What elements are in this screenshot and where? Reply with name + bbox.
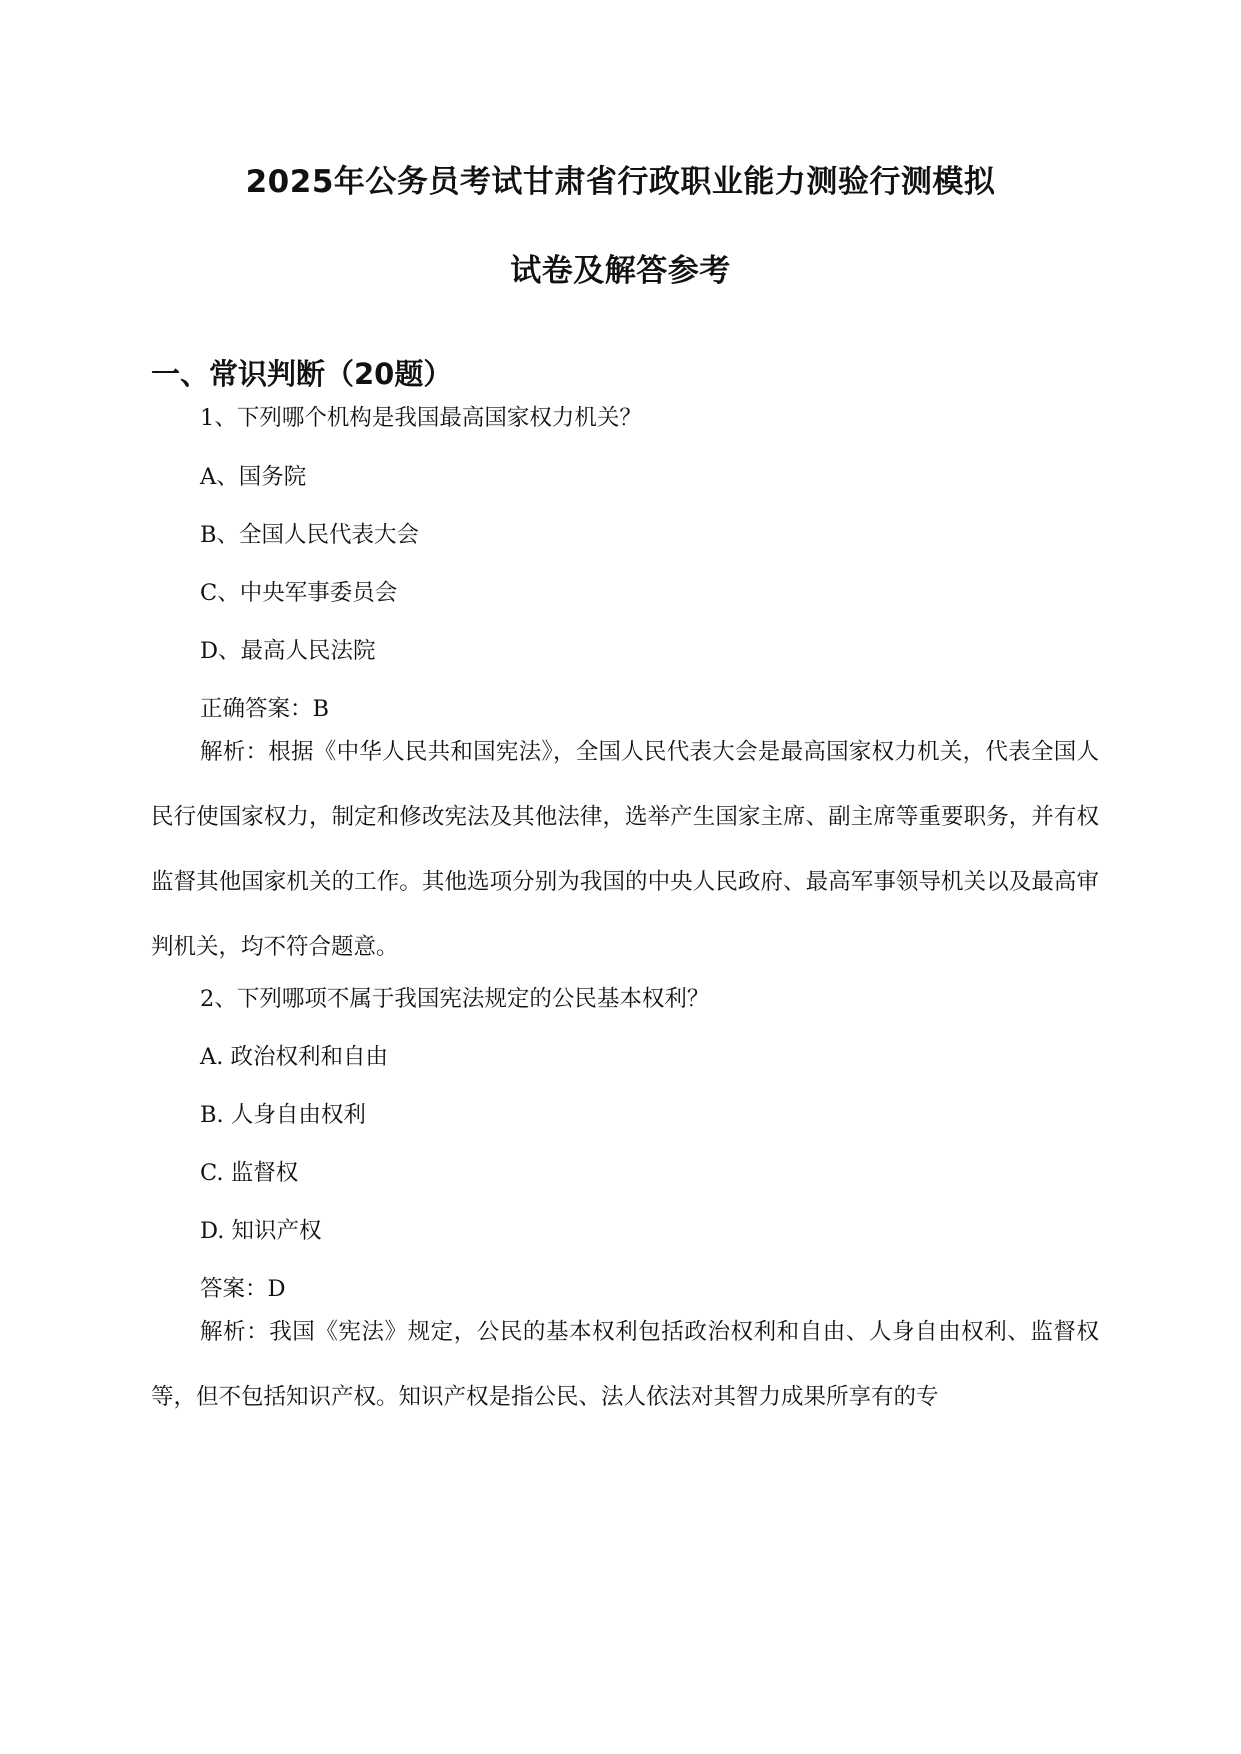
document-title-line-1: 2025年公务员考试甘肃省行政职业能力测验行测模拟	[245, 164, 996, 200]
question-1-stem: 1、下列哪个机构是我国最高国家权力机关？	[200, 405, 642, 431]
question-1-answer: 正确答案：B	[200, 696, 330, 722]
question-2-option-d: D. 知识产权	[200, 1218, 322, 1244]
question-1-option-a: A、国务院	[200, 464, 307, 490]
question-2-stem: 2、下列哪项不属于我国宪法规定的公民基本权利？	[200, 986, 710, 1012]
question-1-option-d: D、最高人民法院	[200, 638, 376, 664]
question-1-option-c: C、中央军事委员会	[200, 580, 398, 606]
question-2-option-b: B. 人身自由权利	[200, 1102, 366, 1128]
question-2-explanation: 解析：我国《宪法》规定，公民的基本权利包括政治权利和自由、人身自由权利、监督权等，但不包括知识产权。知识产权是指公民、法人依法对其智力成果所享有的专	[151, 1319, 1099, 1410]
question-1-option-b: B、全国人民代表大会	[200, 522, 420, 548]
question-2-option-c: C. 监督权	[200, 1160, 299, 1186]
question-2-option-a: A. 政治权利和自由	[200, 1044, 389, 1070]
document-title-line-2: 试卷及解答参考	[510, 253, 731, 289]
question-2-answer: 答案：D	[200, 1276, 286, 1302]
question-1-explanation: 解析：根据《中华人民共和国宪法》，全国人民代表大会是最高国家权力机关，代表全国人民行使国家权力，制定和修改宪法及其他法律，选举产生国家主席、副主席等重要职务，并有权监督其他国家机关的工作。其他选项分别为我国的中央人民政府、最高军事领导机关以及最高审判机关，均不符合题意。	[151, 739, 1099, 960]
section-heading: 一、常识判断（20题）	[151, 357, 453, 391]
